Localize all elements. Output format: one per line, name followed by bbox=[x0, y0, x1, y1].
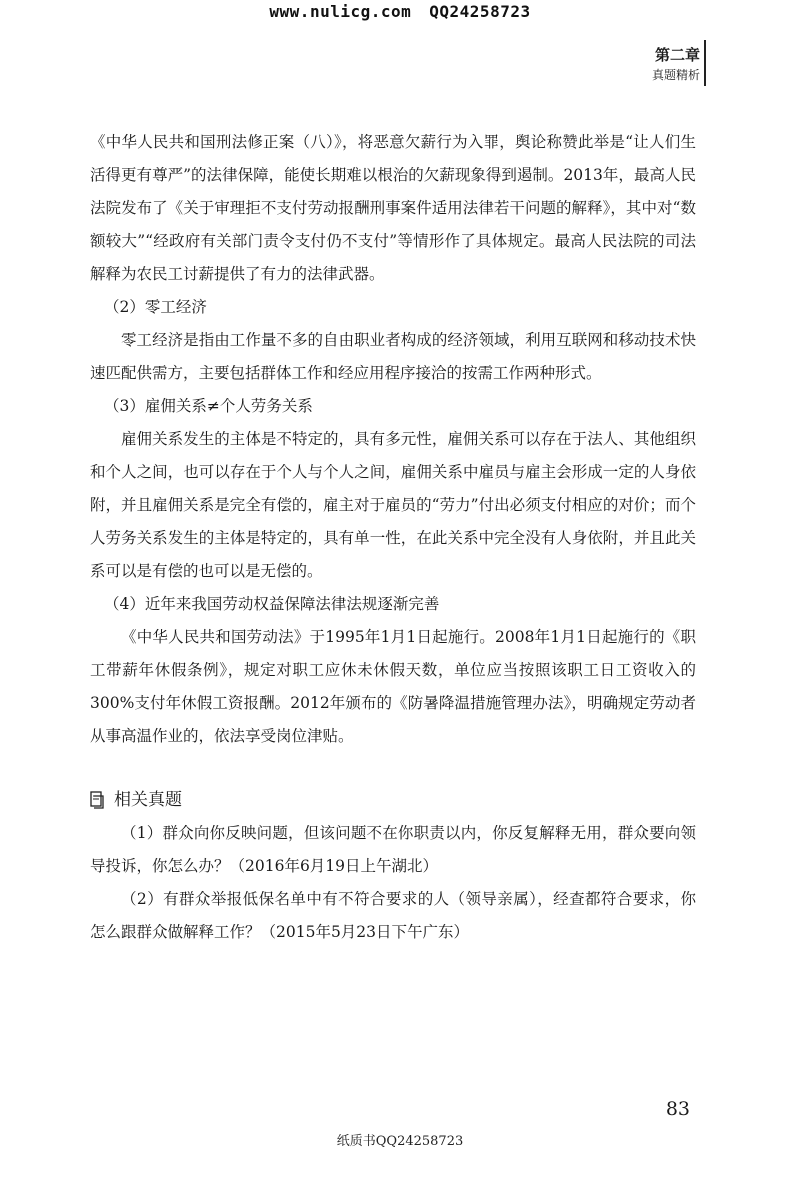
page-number: 83 bbox=[665, 1098, 690, 1120]
chapter-subtitle: 真题精析 bbox=[651, 68, 700, 82]
document-icon bbox=[90, 791, 106, 809]
subheading-gig-economy: （2）零工经济 bbox=[104, 298, 207, 316]
subheading-labor-laws: （4）近年来我国劳动权益保障法律法规逐渐完善 bbox=[104, 595, 440, 613]
top-watermark bbox=[0, 2, 800, 21]
bottom-watermark: 纸质书QQ24258723 bbox=[336, 1134, 464, 1149]
paragraph-labor-laws: 《中华人民共和国劳动法》于1995年1月1日起施行。2008年1月1日起施行的《职工带薪年休假条例》，规定对职工应休未休假天数，单位应当按照该职工日工资收入的300%支付年休假工资报酬。2012年颁布的《防暑降温措施管理办法》，明确规定劳动者从事高温作业的，依法享受岗位津贴。 bbox=[90, 628, 696, 745]
header-divider bbox=[704, 40, 706, 86]
page-content bbox=[90, 126, 696, 949]
subheading-employment-relation: （3）雇佣关系≠个人劳务关系 bbox=[104, 397, 313, 415]
watermark-site: www.nulicg.com bbox=[269, 2, 412, 21]
chapter-label: 第二章 bbox=[654, 46, 700, 64]
watermark-qq: QQ24258723 bbox=[429, 2, 531, 21]
related-question-1: （1）群众向你反映问题，但该问题不在你职责以内，你反复解释无用，群众要向领导投诉，你怎么办？（2016年6月19日上午湖北） bbox=[90, 824, 696, 875]
paragraph-gig-economy: 零工经济是指由工作量不多的自由职业者构成的经济领域，利用互联网和移动技术快速匹配供需方，主要包括群体工作和经应用程序接洽的按需工作两种形式。 bbox=[90, 331, 696, 382]
related-questions-title: 相关真题 bbox=[114, 789, 182, 810]
paragraph-criminal-law: 《中华人民共和国刑法修正案（八）》，将恶意欠薪行为入罪，舆论称赞此举是“让人们生活得更有尊严”的法律保障，能使长期难以根治的欠薪现象得到遏制。2013年，最高人民法院发布了《关于审理拒不支付劳动报酬刑事案件适用法律若干问题的解释》，其中对“数额较大”“经政府有关部门责令支付仍不支付”等情形作了具体规定。最高人民法院的司法解释为农民工讨薪提供了有力的法律武器。 bbox=[90, 133, 696, 283]
paragraph-employment-relation: 雇佣关系发生的主体是不特定的，具有多元性，雇佣关系可以存在于法人、其他组织和个人之间，也可以存在于个人与个人之间，雇佣关系中雇员与雇主会形成一定的人身依附，并且雇佣关系是完全有偿的，雇主对于雇员的“劳力”付出必须支付相应的对价；而个人劳务关系发生的主体是特定的，具有单一性，在此关系中完全没有人身依附，并且此关系可以是有偿的也可以是无偿的。 bbox=[90, 430, 696, 580]
related-question-2: （2）有群众举报低保名单中有不符合要求的人（领导亲属），经查都符合要求，你怎么跟群众做解释工作？（2015年5月23日下午广东） bbox=[90, 890, 696, 941]
running-head bbox=[652, 44, 700, 84]
related-questions-heading bbox=[90, 783, 696, 817]
